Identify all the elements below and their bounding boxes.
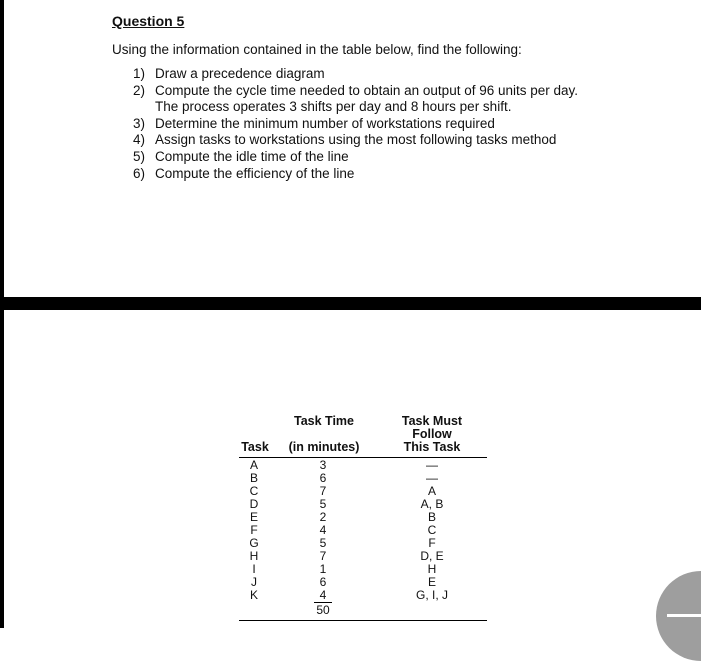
predecessor-cell: B [427,510,436,524]
step-number: 3) [133,115,146,131]
predecessor-cell: — [426,471,438,485]
predecessor-cell: H [427,562,437,576]
predecessor-cell: E [427,575,436,589]
task-cell: A [249,458,258,472]
task-cell: G [249,536,259,550]
time-cell: 7 [319,549,327,563]
task-column [244,459,264,602]
task-cell: E [249,510,258,524]
step-item [133,83,578,100]
predecessor-cell: G, I, J [415,588,448,602]
step-item [133,66,578,83]
task-cell: F [250,523,258,537]
minus-icon [667,614,701,617]
task-cell: I [252,562,256,576]
time-cell: 5 [319,497,327,511]
step-item [133,166,578,183]
predecessor-cell: A, B [420,497,444,511]
step-text: Compute the efficiency of the line [155,165,355,181]
predecessor-cell: A [427,484,436,498]
step-item-continuation [133,99,578,116]
header-pred-line3: This Task [403,440,461,454]
table-bottom-rule [239,620,487,621]
step-number: 2) [133,82,146,98]
step-number: 1) [133,66,146,81]
time-cell: 4 [319,588,327,602]
header-task: Task [241,440,269,454]
time-cell: 2 [319,510,327,524]
step-number: 4) [133,132,146,148]
step-text: Assign tasks to workstations using the most following tasks method [155,132,557,148]
left-border [0,0,4,628]
step-text: Determine the minimum number of workstations required [155,115,495,131]
step-text: Draw a precedence diagram [155,66,325,81]
step-text: The process operates 3 shifts per day and 8 hours per shift. [155,99,512,115]
header-rule [239,457,487,458]
predecessor-column [392,459,472,602]
time-cell: 7 [319,484,327,498]
time-cell: 6 [319,575,327,589]
step-number: 5) [133,148,146,164]
task-cell: K [249,588,258,602]
time-cell: 6 [319,471,327,485]
task-cell: J [251,575,257,589]
time-cell: 1 [319,562,327,576]
time-column [313,459,333,602]
time-cell: 5 [319,536,327,550]
step-number: 6) [133,165,146,181]
task-cell: D [249,497,259,511]
question-title: Question 5 [112,13,185,29]
question-intro: Using the information contained in the table below, find the following: [112,42,522,57]
step-text: Compute the cycle time needed to obtain an output of 96 units per day. [155,82,579,98]
total-time: 50 [316,603,330,617]
header-time-line1: Task Time [294,414,354,428]
header-time-line2: (in minutes) [288,440,360,454]
step-item [133,116,578,133]
time-cell: 4 [319,523,327,537]
step-item [133,149,578,166]
task-cell: B [249,471,258,485]
predecessor-cell: F [428,536,436,550]
step-text: Compute the idle time of the line [155,148,349,164]
time-cell: 3 [319,458,327,472]
header-pred-line2: Follow [412,427,452,441]
task-cell: H [249,549,259,563]
steps-list [133,66,578,182]
predecessor-cell: D, E [420,549,444,563]
section-divider [0,297,701,310]
predecessor-cell: — [426,458,438,472]
step-item [133,132,578,149]
predecessor-cell: C [427,523,437,537]
header-pred-line1: Task Must [401,414,463,428]
task-cell: C [249,484,259,498]
